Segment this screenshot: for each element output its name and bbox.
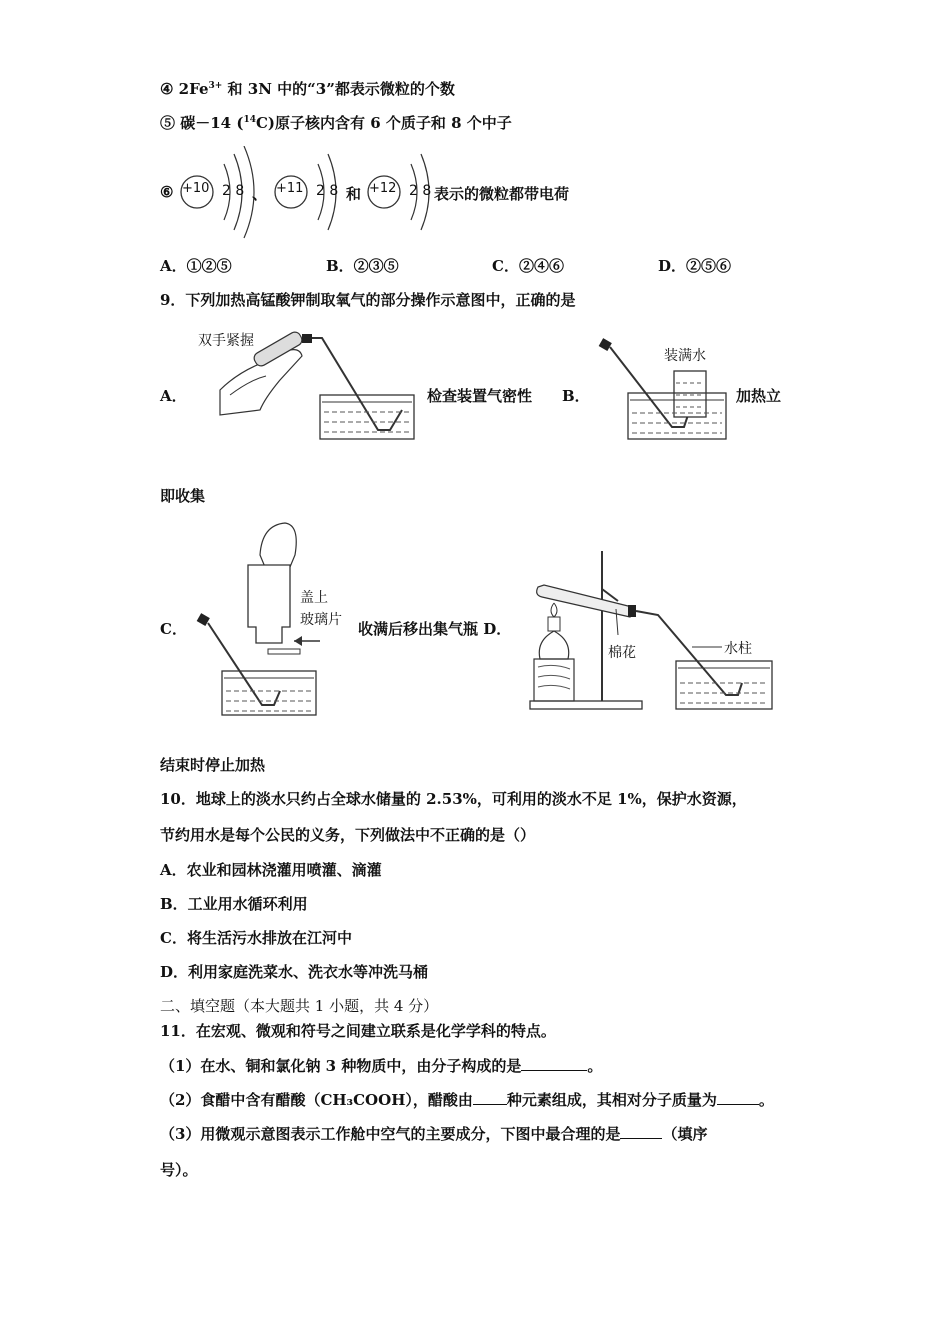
q10-stem-line1: 10．地球上的淡水只约占全球水储量的 2.53%，可利用的淡水不足 1%，保护水资源， <box>160 790 747 808</box>
atom3-shell-electrons: 2 8 <box>409 183 432 199</box>
q9-option-b-label[interactable]: B． <box>562 387 590 405</box>
q9-option-c-text: 收满后移出集气瓶 D． <box>358 620 512 638</box>
q8-item-4: ④ $2Fe^{3+}$ 和 3N 中的“3”都表示微粒的个数 <box>160 80 455 98</box>
q8-option-c[interactable]: C．②④⑥ <box>492 257 564 275</box>
q8-item-5: ⑤ 碳－14 ($^{14}$C)原子核内含有 6 个质子和 8 个中子 <box>160 114 512 132</box>
atom2-nucleus-label: +11 <box>276 181 304 196</box>
atom2-shell-electrons: 2 8 <box>316 183 339 199</box>
water-column-label: 水柱 <box>724 641 752 657</box>
separator-2: 和 <box>346 185 362 203</box>
q10-option-d[interactable]: D．利用家庭洗菜水、洗衣水等冲洗马桶 <box>160 963 429 981</box>
fill-with-water-label: 装满水 <box>664 348 706 364</box>
q11-part2: （2）食醋中含有醋酸（CH₃COOH），醋酸由 种元素组成，其相对分子质量为 。 <box>160 1091 774 1109</box>
item6-tail-text: 表示的微粒都带电荷 <box>434 185 570 203</box>
item6-number: ⑥ <box>160 183 174 201</box>
section-title: 二、填空题（本大题共 1 小题，共 4 分） <box>160 997 439 1015</box>
q9-option-b-text: 加热立 <box>736 387 782 405</box>
separator-1: 、 <box>252 185 268 203</box>
q9-option-a-label[interactable]: A． <box>160 387 187 405</box>
collect-immediately-diagram <box>592 335 732 445</box>
cover-label: 盖上 <box>300 590 328 606</box>
stop-heating-diagram <box>526 545 781 717</box>
answer-blank-3[interactable] <box>717 1090 759 1105</box>
hold-with-hands-label: 双手紧握 <box>198 333 254 349</box>
q10-option-a[interactable]: A．农业和园林浇灌用喷灌、滴灌 <box>160 861 382 879</box>
atom1-nucleus-label: +10 <box>182 181 210 196</box>
q11-part3: （3）用微观示意图表示工作舱中空气的主要成分，下图中最合理的是 （填序 <box>160 1125 708 1143</box>
q9-option-d-text: 结束时停止加热 <box>160 756 266 774</box>
q9-stem: 9．下列加热高锰酸钾制取氧气的部分操作示意图中，正确的是 <box>160 291 576 309</box>
atom3-nucleus-label: +12 <box>369 181 397 196</box>
q8-option-a[interactable]: A．①②⑤ <box>160 257 232 275</box>
cotton-label: 棉花 <box>608 645 636 661</box>
glass-plate-label: 玻璃片 <box>300 612 342 628</box>
q9-option-b-text-continued: 即收集 <box>160 487 206 505</box>
q9-option-a-text: 检查装置气密性 <box>427 387 533 405</box>
q11-stem: 11．在宏观、微观和符号之间建立联系是化学学科的特点。 <box>160 1022 556 1040</box>
q9-option-c-label[interactable]: C． <box>160 620 187 638</box>
q10-option-c[interactable]: C．将生活污水排放在江河中 <box>160 929 352 947</box>
atom1-shell-electrons: 2 8 <box>222 183 245 199</box>
q11-part3-continued: 号）。 <box>160 1161 198 1179</box>
q8-option-b[interactable]: B．②③⑤ <box>326 257 399 275</box>
answer-blank-4[interactable] <box>620 1124 662 1139</box>
q11-part1: （1）在水、铜和氯化钠 3 种物质中，由分子构成的是 。 <box>160 1057 603 1075</box>
answer-blank-2[interactable] <box>473 1090 507 1105</box>
q8-option-d[interactable]: D．②⑤⑥ <box>658 257 732 275</box>
q10-option-b[interactable]: B．工业用水循环利用 <box>160 895 308 913</box>
q10-stem-line2: 节约用水是每个公民的义务，下列做法中不正确的是（） <box>160 826 536 844</box>
answer-blank-1[interactable] <box>521 1056 587 1071</box>
